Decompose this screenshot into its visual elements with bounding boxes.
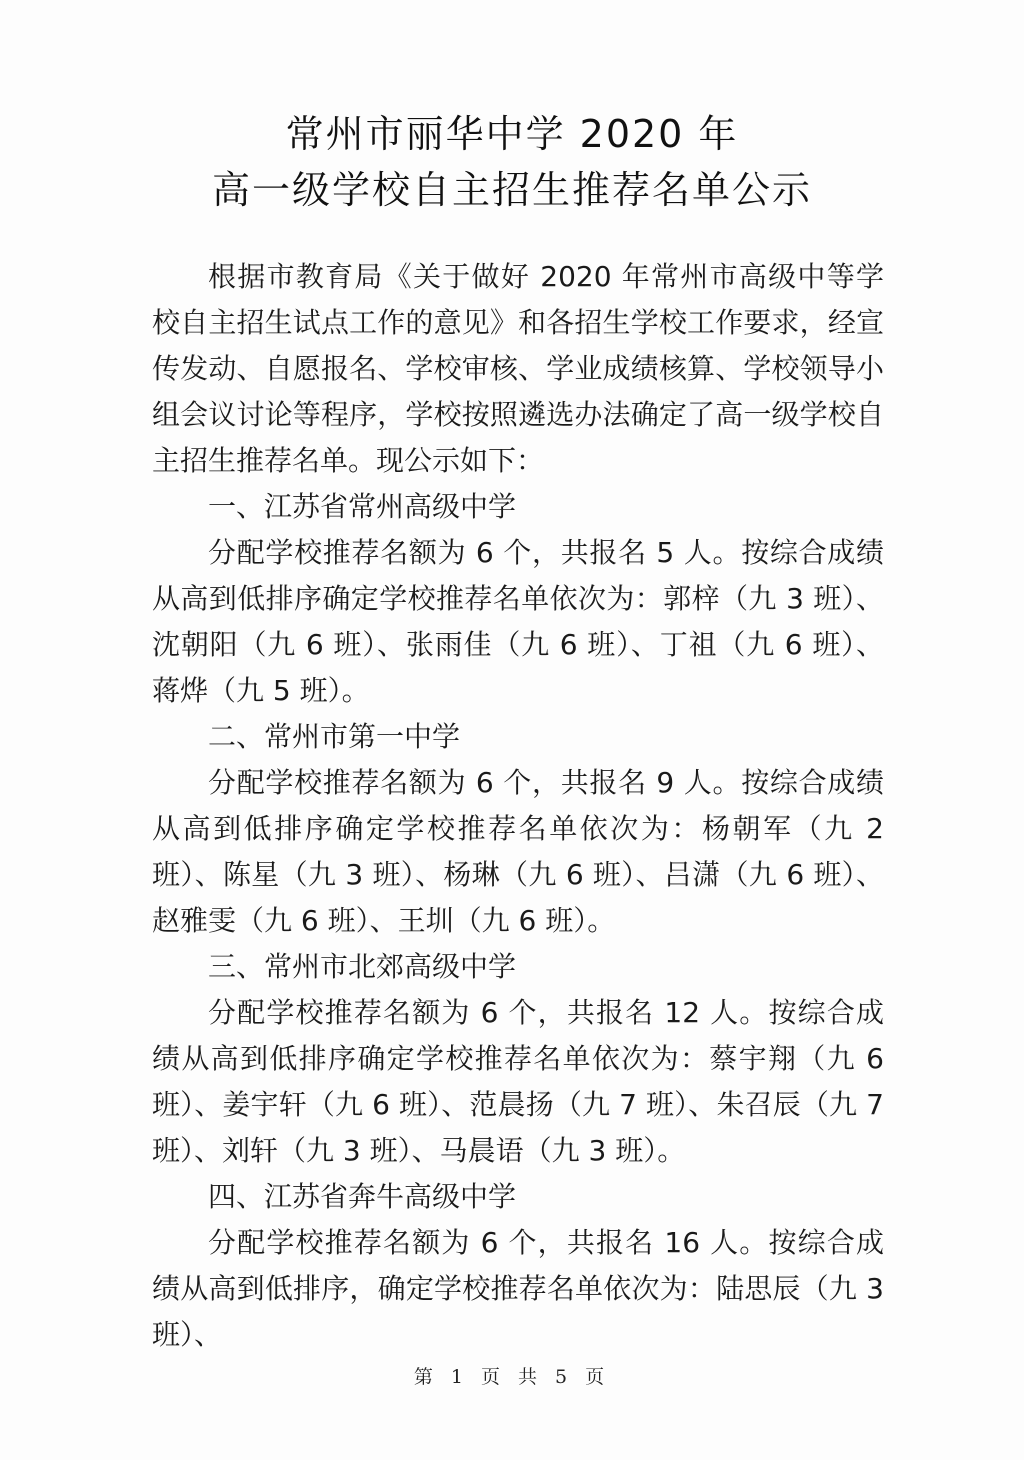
section-text-2: 分配学校推荐名额为 6 个，共报名 9 人。按综合成绩从高到低排序确定学校推荐名单依次为：杨朝军（九 2 班）、陈星（九 3 班）、杨琳（九 6 班）、吕潇（九 6 班）、赵雅雯（九 6 班）、王圳（九 6 班）。 (152, 766, 884, 937)
section-heading-2: 二、常州市第一中学 (208, 720, 461, 753)
document-title (0, 106, 1024, 218)
page-number-footer: 第 1 页 共 5 页 (413, 1366, 611, 1388)
document-body (152, 254, 884, 1358)
section-text-4: 分配学校推荐名额为 6 个，共报名 16 人。按综合成绩从高到低排序，确定学校推荐名单依次为：陆思辰（九 3 班）、 (152, 1226, 884, 1351)
section-text-1: 分配学校推荐名额为 6 个，共报名 5 人。按综合成绩从高到低排序确定学校推荐名单依次为：郭梓（九 3 班）、沈朝阳（九 6 班）、张雨佳（九 6 班）、丁祖（九 6 班）、蒋烨（九 5 班）。 (152, 536, 884, 707)
section-heading-1: 一、江苏省常州高级中学 (208, 490, 517, 523)
intro-paragraph: 根据市教育局《关于做好 2020 年常州市高级中等学校自主招生试点工作的意见》和各招生学校工作要求，经宣传发动、自愿报名、学校审核、学业成绩核算、学校领导小组会议讨论等程序，学校按照遴选办法确定了高一级学校自主招生推荐名单。现公示如下： (152, 260, 884, 477)
title-line-1: 常州市丽华中学 2020 年 (285, 112, 739, 156)
section-heading-4: 四、江苏省奔牛高级中学 (208, 1180, 517, 1213)
section-text-3: 分配学校推荐名额为 6 个，共报名 12 人。按综合成绩从高到低排序确定学校推荐名单依次为：蔡宇翔（九 6 班）、姜宇轩（九 6 班）、范晨扬（九 7 班）、朱召辰（九 7 班）、刘轩（九 3 班）、马晨语（九 3 班）。 (152, 996, 884, 1167)
title-line-2: 高一级学校自主招生推荐名单公示 (211, 168, 812, 212)
section-heading-3: 三、常州市北郊高级中学 (208, 950, 517, 983)
